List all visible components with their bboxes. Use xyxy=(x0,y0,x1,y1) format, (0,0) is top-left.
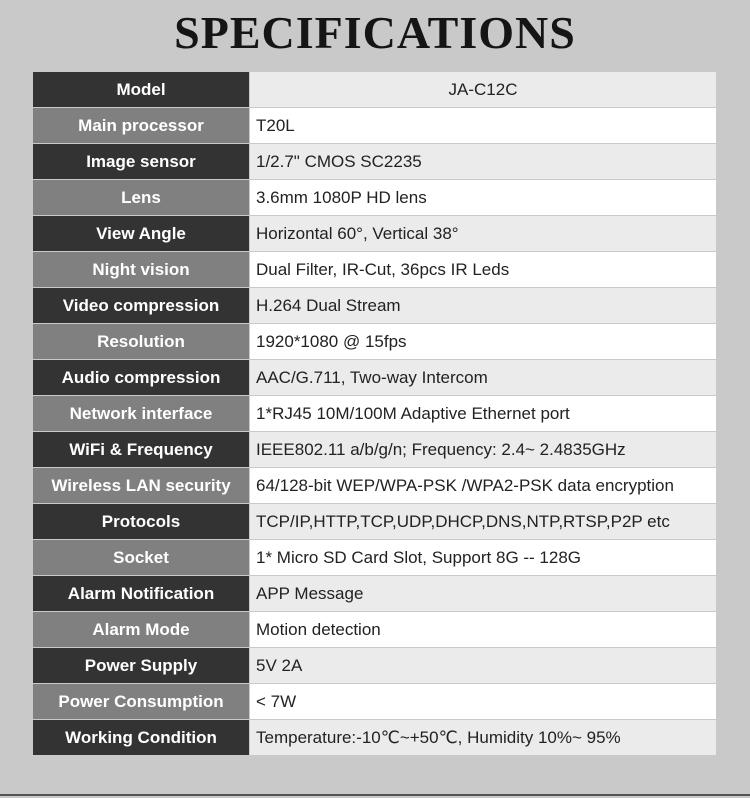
spec-label: Main processor xyxy=(33,108,250,144)
spec-label: Wireless LAN security xyxy=(33,468,250,504)
table-row xyxy=(33,540,716,576)
spec-value: 1/2.7" CMOS SC2235 xyxy=(250,144,717,180)
spec-label: Audio compression xyxy=(33,360,250,396)
spec-label: Alarm Notification xyxy=(33,576,250,612)
specifications-table xyxy=(33,72,716,756)
table-row xyxy=(33,648,716,684)
spec-label: Lens xyxy=(33,180,250,216)
spec-value: 1* Micro SD Card Slot, Support 8G -- 128G xyxy=(250,540,717,576)
spec-label: Working Condition xyxy=(33,720,250,756)
spec-label: WiFi & Frequency xyxy=(33,432,250,468)
spec-value: 1*RJ45 10M/100M Adaptive Ethernet port xyxy=(250,396,717,432)
spec-label: Socket xyxy=(33,540,250,576)
table-row xyxy=(33,504,716,540)
table-row xyxy=(33,720,716,756)
spec-value: JA-C12C xyxy=(250,72,717,108)
spec-label: Protocols xyxy=(33,504,250,540)
spec-label: Power Consumption xyxy=(33,684,250,720)
spec-value: < 7W xyxy=(250,684,717,720)
spec-value: 1920*1080 @ 15fps xyxy=(250,324,717,360)
table-row xyxy=(33,468,716,504)
page-title: SPECIFICATIONS xyxy=(174,7,576,58)
spec-label: Model xyxy=(33,72,250,108)
table-row xyxy=(33,396,716,432)
spec-label: Alarm Mode xyxy=(33,612,250,648)
table-row xyxy=(33,108,716,144)
spec-value: Temperature:-10℃~+50℃, Humidity 10%~ 95% xyxy=(250,720,717,756)
spec-value: TCP/IP,HTTP,TCP,UDP,DHCP,DNS,NTP,RTSP,P2P etc xyxy=(250,504,717,540)
spec-label: View Angle xyxy=(33,216,250,252)
table-row xyxy=(33,432,716,468)
table-row xyxy=(33,216,716,252)
table-row xyxy=(33,252,716,288)
table-row xyxy=(33,612,716,648)
bottom-divider xyxy=(0,794,750,796)
spec-label: Power Supply xyxy=(33,648,250,684)
table-row xyxy=(33,576,716,612)
table-row xyxy=(33,144,716,180)
spec-label: Night vision xyxy=(33,252,250,288)
table-row xyxy=(33,684,716,720)
spec-value: IEEE802.11 a/b/g/n; Frequency: 2.4~ 2.4835GHz xyxy=(250,432,717,468)
spec-value: APP Message xyxy=(250,576,717,612)
spec-value: T20L xyxy=(250,108,717,144)
table-row xyxy=(33,324,716,360)
spec-label: Resolution xyxy=(33,324,250,360)
spec-value: 3.6mm 1080P HD lens xyxy=(250,180,717,216)
spec-value: 5V 2A xyxy=(250,648,717,684)
table-row-model xyxy=(33,72,716,108)
spec-value: 64/128-bit WEP/WPA-PSK /WPA2-PSK data encryption xyxy=(250,468,717,504)
table-row xyxy=(33,288,716,324)
spec-value: AAC/G.711, Two-way Intercom xyxy=(250,360,717,396)
spec-value: Motion detection xyxy=(250,612,717,648)
table-row xyxy=(33,360,716,396)
spec-label: Network interface xyxy=(33,396,250,432)
spec-value: Dual Filter, IR-Cut, 36pcs IR Leds xyxy=(250,252,717,288)
spec-value: Horizontal 60°, Vertical 38° xyxy=(250,216,717,252)
spec-value: H.264 Dual Stream xyxy=(250,288,717,324)
spec-label: Video compression xyxy=(33,288,250,324)
spec-label: Image sensor xyxy=(33,144,250,180)
table-row xyxy=(33,180,716,216)
